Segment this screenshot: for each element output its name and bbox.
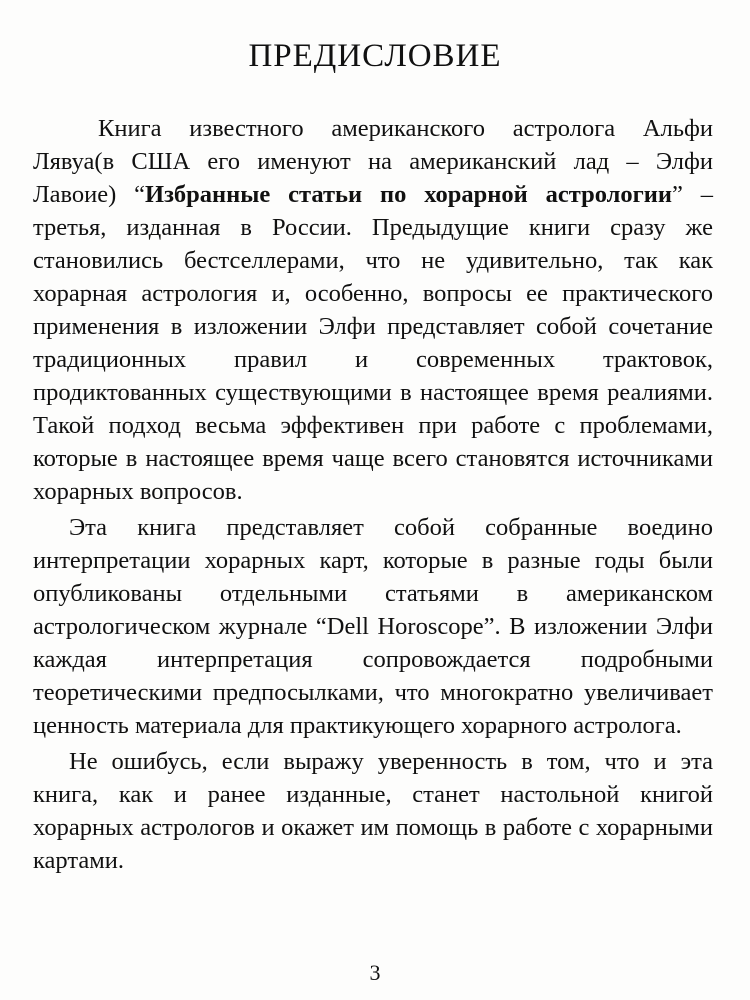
page-number: 3 bbox=[369, 960, 381, 985]
paragraph-1-rest: ” – третья, изданная в России. Предыдущие книги сразу же становились бестселлерами, что не удивительно, так как хорарная астрология и, особенно, вопросы ее практического применения в изложении Элфи представляет собой сочетание традиционных правил и современных трактовок, продиктованных существующими в настоящее время реалиями. Такой подход весьма эффективен при работе с проблемами, которые в настоящее время чаще всего становятся источниками хорарных вопросов. bbox=[33, 181, 713, 505]
paragraph-2: Эта книга представляет собой собранные воедино интерпретации хорарных карт, которые в разные годы были опубликованы отдельными статьями в американском астрологическом журнале “Dell Horoscope”. В изложении Элфи каждая интерпретация сопровождается подробными теоретическими предпосылками, что многократно увеличивает ценность материала для практикующего хорарного астролога. bbox=[33, 514, 713, 739]
paragraph-3: Не ошибусь, если выражу уверенность в том, что и эта книга, как и ранее изданные, станет настольной книгой хорарных астрологов и окажет им помощь в работе с хорарными картами. bbox=[33, 748, 713, 874]
paragraph-1-intro: Книга известного американского астролога Альфи Лявуа(в США его именуют на американский лад – Элфи Лавоие) “ bbox=[33, 115, 713, 208]
body-text bbox=[33, 112, 713, 880]
page-title: ПРЕДИСЛОВИЕ bbox=[248, 38, 502, 74]
paragraph-1 bbox=[33, 112, 713, 508]
book-title-bold: Избранные статьи по хорарной астрологии bbox=[145, 181, 672, 208]
